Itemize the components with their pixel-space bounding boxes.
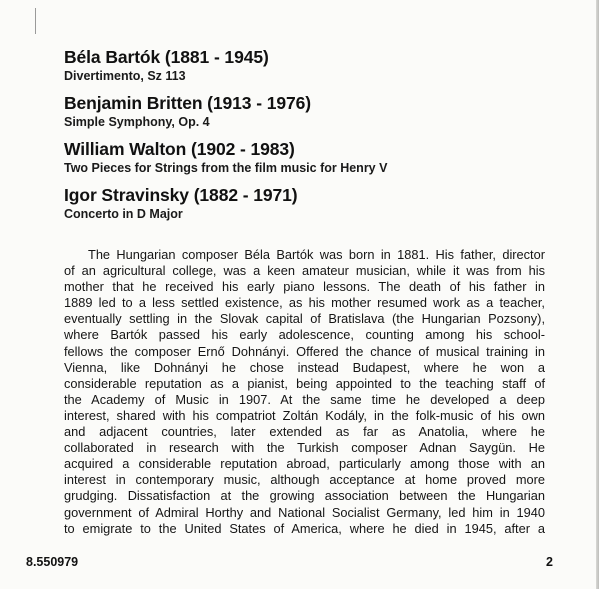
body-line: mother that he received his early piano lessons. The death of his father in <box>64 279 545 295</box>
body-line: Vienna, like Dohnányi he chose instead Budapest, where he won a <box>64 359 545 375</box>
body-paragraph <box>64 247 545 537</box>
work-entry <box>64 185 564 222</box>
body-line: 1889 led to a less settled existence, as his mother resumed work as a teacher, <box>64 295 545 311</box>
body-line: and adjacent countries, later extended as far as Anatolia, where he <box>64 424 545 440</box>
body-line: where Bartók passed his early adolescence, counting among his school- <box>64 327 545 343</box>
body-line: interest in contemporary music, although acceptance at home proved more <box>64 472 545 488</box>
work-entry <box>64 47 564 84</box>
crop-mark <box>35 8 36 34</box>
composer-heading: Benjamin Britten (1913 - 1976) <box>64 93 311 113</box>
body-line: the Academy of Music in 1907. At the same time he developed a deep <box>64 391 545 407</box>
catalogue-number: 8.550979 <box>26 555 79 569</box>
body-line: eventually settling in the Slovak capital of Bratislava (the Hungarian Pozsony), <box>64 311 545 327</box>
body-line: to emigrate to the United States of America, where he died in 1945, after a <box>64 520 545 536</box>
work-entry <box>64 93 564 130</box>
body-line: government of Admiral Horthy and National Socialist Germany, led him in 1940 <box>64 504 545 520</box>
body-line: interest, shared with his compatriot Zoltán Kodály, in the folk-music of his own <box>64 407 545 423</box>
body-line: fellows the composer Ernő Dohnányi. Offered the chance of musical training in <box>64 343 545 359</box>
body-line: acquired a considerable reputation abroad, particularly among those with an <box>64 456 545 472</box>
body-line: considerable reputation as a pianist, being appointed to the teaching staff of <box>64 375 545 391</box>
piece-title: Divertimento, Sz 113 <box>64 69 186 83</box>
body-line: of an agricultural college, was a keen amateur musician, while it was from his <box>64 263 545 279</box>
works-list <box>64 47 564 231</box>
composer-heading: Béla Bartók (1881 - 1945) <box>64 47 269 67</box>
composer-heading: William Walton (1902 - 1983) <box>64 139 295 159</box>
piece-title: Two Pieces for Strings from the film music for Henry V <box>64 161 388 175</box>
body-line: The Hungarian composer Béla Bartók was born in 1881. His father, director <box>88 247 545 262</box>
page-number: 2 <box>546 555 553 569</box>
body-line: grudging. Dissatisfaction at the growing association between the Hungarian <box>64 488 545 504</box>
work-entry <box>64 139 564 176</box>
piece-title: Simple Symphony, Op. 4 <box>64 115 210 129</box>
piece-title: Concerto in D Major <box>64 207 183 221</box>
body-line: collaborated in research with the Turkish composer Adnan Saygün. He <box>64 440 545 456</box>
composer-heading: Igor Stravinsky (1882 - 1971) <box>64 185 298 205</box>
